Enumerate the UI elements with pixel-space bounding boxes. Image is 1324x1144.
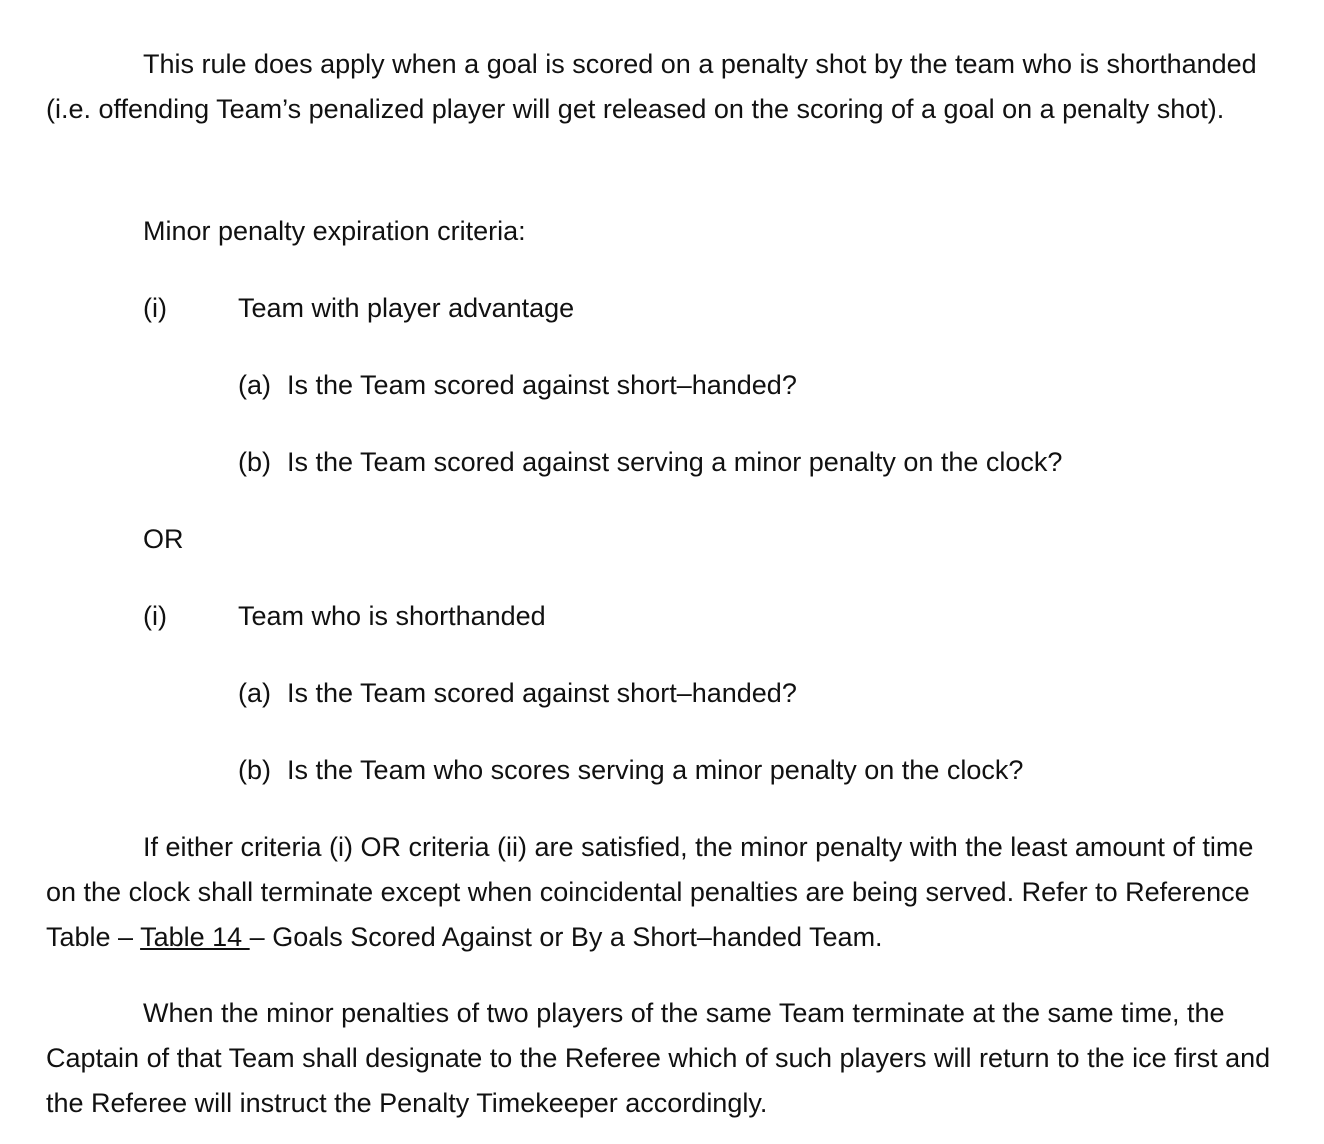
- criterion-1-a-text: Is the Team scored against short–handed?: [287, 370, 797, 400]
- criterion-1-b-text: Is the Team scored against serving a minor penalty on the clock?: [287, 447, 1063, 477]
- criterion-1-b-marker: (b): [238, 447, 271, 477]
- result-text-after-link: – Goals Scored Against or By a Short–handed Team.: [249, 922, 883, 952]
- criterion-2-title: Team who is shorthanded: [238, 601, 546, 631]
- criteria-heading: Minor penalty expiration criteria:: [143, 216, 526, 246]
- table-14-link[interactable]: Table 14: [140, 922, 250, 952]
- criterion-2-b-text: Is the Team who scores serving a minor penalty on the clock?: [287, 755, 1024, 785]
- criterion-1-title: Team with player advantage: [238, 293, 575, 323]
- paragraph-penalty-shot-rule: This rule does apply when a goal is scored on a penalty shot by the team who is shorthanded (i.e. offending Team’s penalized player will get released on the scoring of a goal on a penalty shot).: [46, 49, 1257, 124]
- paragraph-criteria-result: [46, 825, 1286, 960]
- result-text-before-link: If either criteria (i) OR criteria (ii) are satisfied, the minor penalty with the least amount of time on the clock shall terminate except when coincidental penalties are being served. Refer to Reference Table –: [46, 832, 1254, 952]
- criterion-2-a-text: Is the Team scored against short–handed?: [287, 678, 797, 708]
- or-separator: OR: [143, 524, 184, 554]
- criterion-1-a-marker: (a): [238, 370, 271, 400]
- criterion-2-a-marker: (a): [238, 678, 271, 708]
- paragraph-simultaneous-termination: When the minor penalties of two players of the same Team terminate at the same time, the Captain of that Team shall designate to the Referee which of such players will return to the ice first and the Referee will instruct the Penalty Timekeeper accordingly.: [46, 998, 1271, 1118]
- criterion-2-marker: (i): [143, 601, 167, 631]
- criterion-2-b-marker: (b): [238, 755, 271, 785]
- criterion-1-marker: (i): [143, 293, 167, 323]
